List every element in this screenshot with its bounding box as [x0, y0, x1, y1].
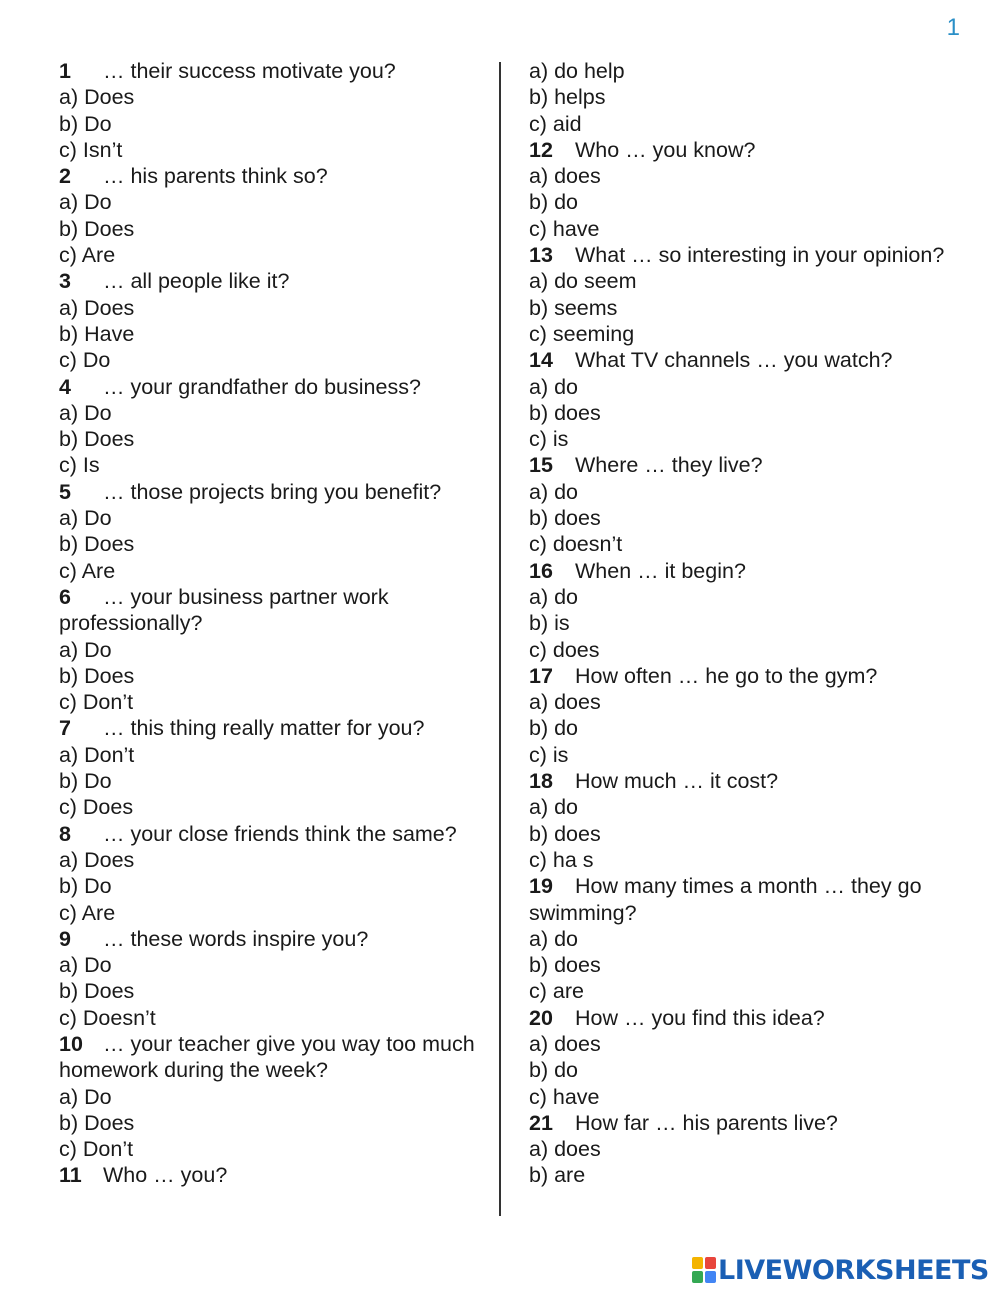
answer-option[interactable]: c) aid: [529, 111, 582, 136]
answer-option[interactable]: a) Does: [59, 847, 135, 872]
question-number: 12: [529, 137, 553, 162]
question-block: [59, 163, 479, 268]
question-block: [59, 926, 479, 1031]
answer-option[interactable]: a) Do: [59, 400, 112, 425]
question-text: How much … it cost?: [575, 769, 779, 794]
answer-option[interactable]: a) does: [529, 164, 601, 189]
answer-option[interactable]: b) does: [529, 953, 601, 978]
question-block: [529, 663, 949, 768]
question-prompt: [529, 558, 949, 584]
question-prompt: [59, 163, 479, 189]
question-block: [529, 137, 949, 242]
answer-option[interactable]: b) does: [529, 506, 601, 531]
question-prompt: [529, 452, 949, 478]
question-number: 16: [529, 558, 553, 583]
question-number: 5: [59, 479, 71, 504]
answer-option[interactable]: a) do: [529, 374, 579, 399]
question-block: [529, 242, 949, 347]
answer-option[interactable]: c) Are: [59, 900, 116, 925]
question-prompt: [59, 926, 479, 952]
question-prompt: [529, 1110, 949, 1136]
question-text: When … it begin?: [575, 558, 746, 583]
question-prompt: [59, 268, 479, 294]
answer-option[interactable]: b) Do: [59, 874, 112, 899]
question-prompt: [529, 242, 949, 268]
question-prompt: [529, 768, 949, 794]
question-block: [59, 1031, 479, 1162]
question-number: 4: [59, 374, 71, 399]
question-number: 14: [529, 348, 553, 373]
question-block: [59, 1162, 479, 1188]
answer-option[interactable]: c) is: [529, 742, 569, 767]
question-block: [529, 58, 949, 137]
answer-option[interactable]: b) Does: [59, 979, 135, 1004]
question-text: How far … his parents live?: [575, 1110, 838, 1135]
question-block: [529, 873, 949, 1004]
answer-option[interactable]: b) Does: [59, 427, 135, 452]
answer-option[interactable]: b) Do: [59, 111, 112, 136]
question-text: Who … you know?: [575, 137, 756, 162]
answer-option[interactable]: a) Do: [59, 506, 112, 531]
question-block: [59, 715, 479, 820]
question-text: … their success motivate you?: [103, 59, 396, 83]
answer-option[interactable]: c) does: [529, 637, 600, 662]
question-number: 2: [59, 164, 71, 189]
answer-option[interactable]: c) Doesn’t: [59, 1005, 156, 1030]
question-text: What … so interesting in your opinion?: [575, 243, 945, 268]
question-number: 13: [529, 243, 553, 268]
question-block: [59, 821, 479, 926]
question-block: [59, 479, 479, 584]
question-prompt: [529, 1005, 949, 1031]
answer-option[interactable]: c) Don’t: [59, 690, 134, 715]
answer-option[interactable]: b) Does: [59, 663, 135, 688]
question-number: 18: [529, 769, 553, 794]
page-number: 1: [946, 14, 960, 41]
answer-option[interactable]: c) Is: [59, 453, 100, 478]
question-block: [529, 347, 949, 452]
question-text: … your teacher give you way too much homework during the week?: [59, 1031, 475, 1083]
question-text: … all people like it?: [103, 269, 290, 294]
answer-option[interactable]: b) helps: [529, 85, 606, 110]
answer-option[interactable]: c) seeming: [529, 321, 635, 346]
answer-option[interactable]: c) is: [529, 427, 569, 452]
answer-option[interactable]: a) do seem: [529, 269, 637, 294]
question-text: … this thing really matter for you?: [103, 716, 425, 741]
answer-option[interactable]: c) Does: [59, 795, 134, 820]
question-prompt: [59, 58, 479, 84]
answer-option[interactable]: b) is: [529, 611, 570, 636]
answer-option[interactable]: c) doesn’t: [529, 532, 623, 557]
question-text: Who … you?: [103, 1163, 228, 1188]
answer-option[interactable]: a) does: [529, 690, 601, 715]
answer-option[interactable]: c) have: [529, 1084, 600, 1109]
question-number: 3: [59, 269, 71, 294]
question-number: 20: [529, 1005, 553, 1030]
answer-option[interactable]: a) Does: [59, 295, 135, 320]
liveworksheets-logo: [692, 1253, 989, 1287]
answer-option[interactable]: c) are: [529, 979, 584, 1004]
question-prompt: [529, 873, 949, 926]
question-block: [59, 374, 479, 479]
question-block: [529, 1110, 949, 1189]
answer-option[interactable]: b) Do: [59, 769, 112, 794]
answer-option[interactable]: c) ha s: [529, 847, 594, 872]
question-prompt: [59, 374, 479, 400]
column-divider: [499, 62, 501, 1216]
question-prompt: [59, 1031, 479, 1084]
question-text: How … you find this idea?: [575, 1005, 825, 1030]
answer-option[interactable]: b) are: [529, 1163, 586, 1188]
question-number: 19: [529, 874, 553, 899]
question-number: 9: [59, 926, 71, 951]
answer-option[interactable]: a) do: [529, 795, 579, 820]
left-question-column: [59, 58, 479, 1189]
question-text: … your grandfather do business?: [103, 374, 421, 399]
question-number: 11: [59, 1163, 82, 1188]
answer-option[interactable]: a) Do: [59, 1084, 112, 1109]
answer-option[interactable]: b) seems: [529, 295, 618, 320]
answer-option[interactable]: c) Do: [59, 348, 111, 373]
question-prompt: [529, 347, 949, 373]
answer-option[interactable]: b) does: [529, 400, 601, 425]
logo-text: LIVEWORKSHEETS: [718, 1254, 989, 1286]
answer-option[interactable]: b) do: [529, 716, 579, 741]
answer-option[interactable]: c) Are: [59, 243, 116, 268]
answer-option[interactable]: c) have: [529, 216, 600, 241]
question-block: [529, 1005, 949, 1110]
question-number: 7: [59, 716, 71, 741]
answer-option[interactable]: b) Have: [59, 321, 135, 346]
question-block: [59, 584, 479, 715]
question-block: [59, 58, 479, 163]
question-prompt: [529, 137, 949, 163]
question-prompt: [59, 584, 479, 637]
question-block: [59, 268, 479, 373]
answer-option[interactable]: b) Does: [59, 532, 135, 557]
question-text: … these words inspire you?: [103, 926, 369, 951]
question-number: 21: [529, 1110, 553, 1135]
answer-option[interactable]: b) do: [529, 190, 579, 215]
question-number: 1: [59, 59, 71, 83]
question-text: … your business partner work professionally?: [59, 584, 389, 636]
question-text: How often … he go to the gym?: [575, 663, 878, 688]
question-text: How many times a month … they go swimming?: [529, 874, 922, 925]
question-number: 8: [59, 821, 71, 846]
question-prompt: [59, 715, 479, 741]
question-block: [529, 768, 949, 873]
question-prompt: [59, 821, 479, 847]
question-number: 6: [59, 584, 71, 609]
answer-option[interactable]: c) Don’t: [59, 1137, 134, 1162]
right-question-column: [529, 58, 949, 1189]
answer-option[interactable]: a) Do: [59, 637, 112, 662]
answer-option[interactable]: a) Do: [59, 190, 112, 215]
question-prompt: [59, 479, 479, 505]
answer-option[interactable]: a) does: [529, 1031, 601, 1056]
question-number: 17: [529, 663, 553, 688]
question-text: What TV channels … you watch?: [575, 348, 893, 373]
answer-option[interactable]: b) do: [529, 1058, 579, 1083]
answer-option[interactable]: c) Isn’t: [59, 137, 123, 162]
question-text: … your close friends think the same?: [103, 821, 457, 846]
answer-option[interactable]: a) Does: [59, 85, 135, 110]
answer-option[interactable]: b) Does: [59, 1110, 135, 1135]
question-text: … those projects bring you benefit?: [103, 479, 442, 504]
question-number: 10: [59, 1031, 83, 1056]
question-text: … his parents think so?: [103, 164, 328, 189]
question-number: 15: [529, 453, 553, 478]
answer-option[interactable]: a) Do: [59, 953, 112, 978]
answer-option[interactable]: b) Does: [59, 216, 135, 241]
question-block: [529, 452, 949, 557]
answer-option[interactable]: a) do: [529, 584, 579, 609]
answer-option[interactable]: a) do help: [529, 59, 625, 83]
answer-option[interactable]: a) Don’t: [59, 742, 135, 767]
answer-option[interactable]: b) does: [529, 821, 601, 846]
answer-option[interactable]: a) does: [529, 1137, 601, 1162]
answer-option[interactable]: a) do: [529, 926, 579, 951]
liveworksheets-logo-icon: [692, 1257, 716, 1283]
answer-option[interactable]: c) Are: [59, 558, 116, 583]
question-prompt: [59, 1162, 479, 1188]
answer-option[interactable]: a) do: [529, 479, 579, 504]
question-prompt: [529, 663, 949, 689]
question-block: [529, 558, 949, 663]
question-text: Where … they live?: [575, 453, 763, 478]
